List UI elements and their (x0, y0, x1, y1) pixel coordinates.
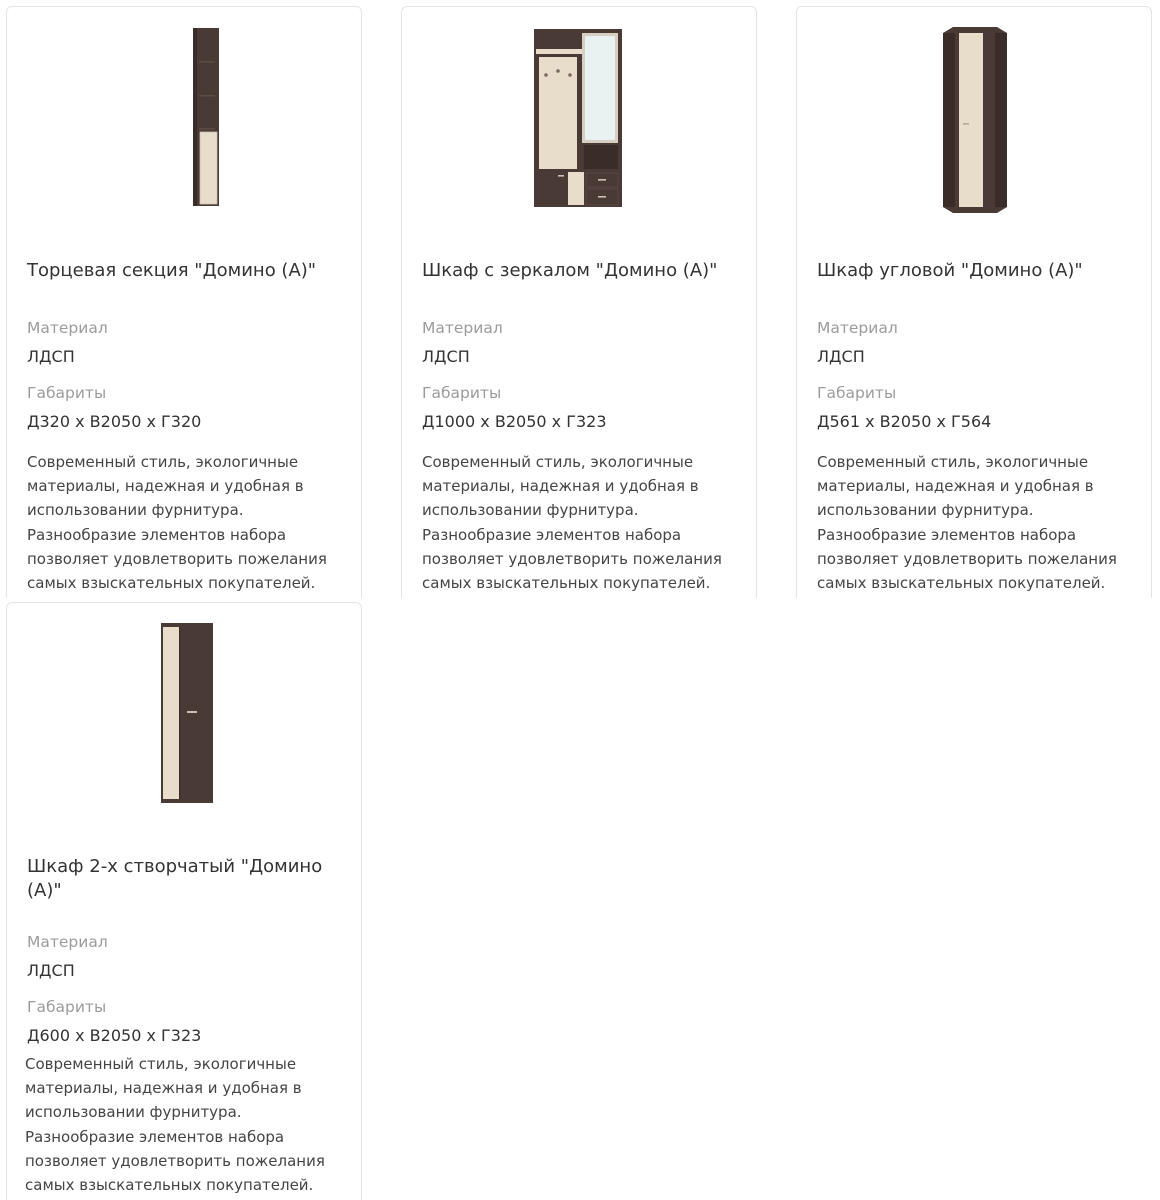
product-title[interactable]: Шкаф с зеркалом "Домино (А)" (422, 260, 718, 281)
product-description: Современный стиль, экологичные материалы, надежная и удобная в использовании фурнитура. Разнообразие элементов набора позволяет удовлетворить пожелания самых взыскательных покупателей. (422, 450, 744, 595)
material-value: ЛДСП (27, 347, 75, 366)
dimensions-value: Д320 х В2050 х Г320 (27, 412, 202, 431)
dimensions-value: Д561 х В2050 х Г564 (817, 412, 992, 431)
material-label: Материал (27, 933, 108, 951)
product-description: Современный стиль, экологичные материалы, надежная и удобная в использовании фурнитура. Разнообразие элементов набора позволяет удовлетворить пожелания самых взыскательных покупателей. (25, 1052, 347, 1197)
material-value: ЛДСП (817, 347, 865, 366)
product-description: Современный стиль, экологичные материалы, надежная и удобная в использовании фурнитура. Разнообразие элементов набора позволяет удовлетворить пожелания самых взыскательных покупателей. (27, 450, 349, 595)
material-label: Материал (422, 319, 503, 337)
dimensions-value: Д600 х В2050 х Г323 (27, 1026, 202, 1045)
product-title[interactable]: Торцевая секция "Домино (А)" (27, 260, 317, 281)
product-card[interactable] (6, 602, 362, 1200)
material-label: Материал (817, 319, 898, 337)
product-title[interactable]: Шкаф 2-х створчатый "Домино (А)" (27, 856, 323, 901)
material-value: ЛДСП (422, 347, 470, 366)
product-image[interactable] (7, 617, 361, 807)
mirror-wardrobe-illustration (532, 27, 628, 217)
product-card[interactable] (796, 6, 1152, 598)
product-title[interactable]: Шкаф угловой "Домино (А)" (817, 260, 1083, 281)
dimensions-label: Габариты (422, 384, 502, 402)
two-door-wardrobe-illustration (159, 621, 215, 811)
product-card[interactable] (6, 6, 362, 598)
material-label: Материал (27, 319, 108, 337)
dimensions-label: Габариты (27, 998, 107, 1016)
dimensions-value: Д1000 х В2050 х Г323 (422, 412, 607, 431)
material-value: ЛДСП (27, 961, 75, 980)
product-description: Современный стиль, экологичные материалы, надежная и удобная в использовании фурнитура. Разнообразие элементов набора позволяет удовлетворить пожелания самых взыскательных покупателей. (817, 450, 1139, 595)
dimensions-label: Габариты (27, 384, 107, 402)
product-card[interactable] (401, 6, 757, 598)
product-image[interactable] (402, 21, 756, 211)
product-image[interactable] (7, 21, 361, 211)
corner-wardrobe-illustration (939, 25, 1011, 215)
end-section-illustration (189, 27, 229, 217)
dimensions-label: Габариты (817, 384, 897, 402)
product-image[interactable] (797, 21, 1151, 211)
